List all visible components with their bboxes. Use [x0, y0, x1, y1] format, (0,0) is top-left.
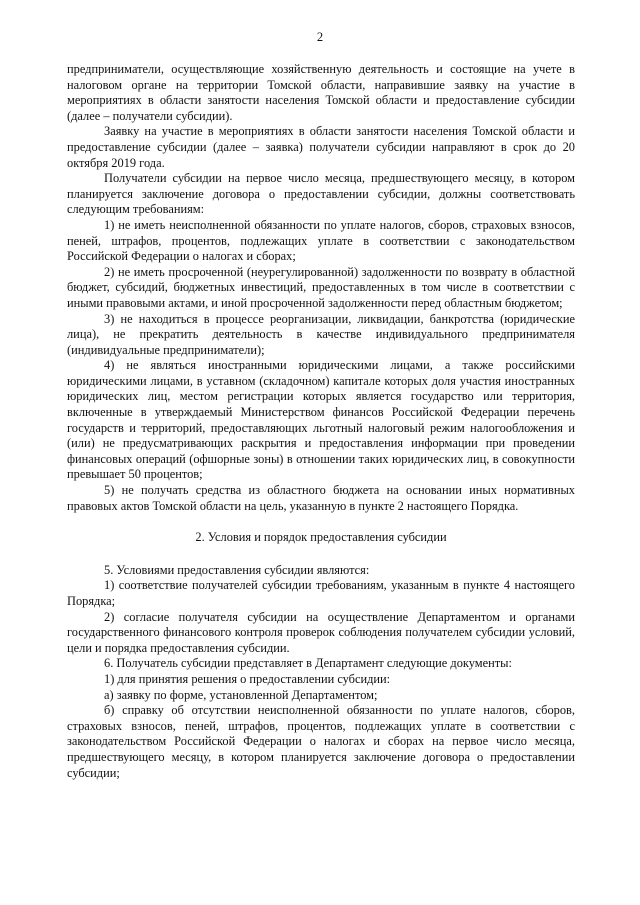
paragraph: 5. Условиями предоставления субсидии являются: — [104, 562, 370, 577]
paragraphs-after-section — [67, 563, 575, 781]
paragraph: 2) не иметь просроченной (неурегулированной) задолженности по возврату в областной бюджет, субсидий, бюджетных инвестиций, предоставленных в том числе в соответствии с иными правовыми актами, и иной просроченной задолженности перед областным бюджетом; — [67, 264, 575, 310]
paragraph: б) справку об отсутствии неисполненной обязанности по уплате налогов, сборов, страховых взносов, пеней, штрафов, процентов, подлежащих уплате в соответствии с законодательством Российской Федерации о налогах и сборах на первое число месяца, предшествующего месяцу, в котором планируется заключение договора о предоставлении субсидии; — [67, 703, 575, 780]
section-heading: 2. Условия и порядок предоставления субсидии — [195, 530, 447, 545]
paragraph: предприниматели, осуществляющие хозяйственную деятельность и состоящие на учете в налоговом органе на территории Томской области, направившие заявку на участие в мероприятиях в области занятости населения Томской области и предоставление субсидии (далее – получатели субсидии). — [67, 62, 575, 123]
paragraphs-before-section — [67, 62, 575, 514]
document-body — [67, 62, 575, 781]
paragraph: 2) согласие получателя субсидии на осуществление Департаментом и органами государственного финансового контроля проверок соблюдения получателем субсидии условий, цели и порядка предоставления субсидии. — [67, 609, 575, 655]
paragraph: а) заявку по форме, установленной Департаментом; — [104, 687, 378, 702]
paragraph: 3) не находиться в процессе реорганизации, ликвидации, банкротства (юридические лица), не прекратить деятельность в качестве индивидуального предпринимателя (индивидуальные предприниматели); — [67, 311, 575, 357]
paragraph: 5) не получать средства из областного бюджета на основании иных нормативных правовых актов Томской области на цель, указанную в пункте 2 настоящего Порядка. — [67, 483, 575, 513]
page-number: 2 — [316, 30, 324, 44]
paragraph: 1) для принятия решения о предоставлении субсидии: — [104, 671, 391, 686]
paragraph: Заявку на участие в мероприятиях в области занятости населения Томской области и предоставление субсидии (далее – заявка) получатели субсидии направляют в срок до 20 октября 2019 года. — [67, 124, 575, 170]
paragraph: 4) не являться иностранными юридическими лицами, а также российскими юридическими лицами, в уставном (складочном) капитале которых доля участия иностранных юридических лиц, местом регистрации которых является государство или территория, включенные в утверждаемый Министерством финансов Российской Федерации перечень государств и территорий, предоставляющих льготный налоговый режим налогообложения и (или) не предусматривающих раскрытия и предоставления информации при проведении финансовых операций (офшорные зоны) в отношении таких юридических лиц, в совокупности превышает 50 процентов; — [67, 358, 575, 482]
paragraph: 6. Получатель субсидии представляет в Департамент следующие документы: — [104, 656, 512, 671]
paragraph: 1) не иметь неисполненной обязанности по уплате налогов, сборов, страховых взносов, пеней, штрафов, процентов, подлежащих уплате в соответствии с законодательством Российской Федерации о налогах и сборах; — [67, 217, 575, 264]
paragraph: Получатели субсидии на первое число месяца, предшествующего месяцу, в котором планируется заключение договора о предоставлении субсидии, должны соответствовать следующим требованиям: — [67, 171, 575, 217]
paragraph: 1) соответствие получателей субсидии требованиям, указанным в пункте 4 настоящего Порядка; — [67, 578, 575, 608]
